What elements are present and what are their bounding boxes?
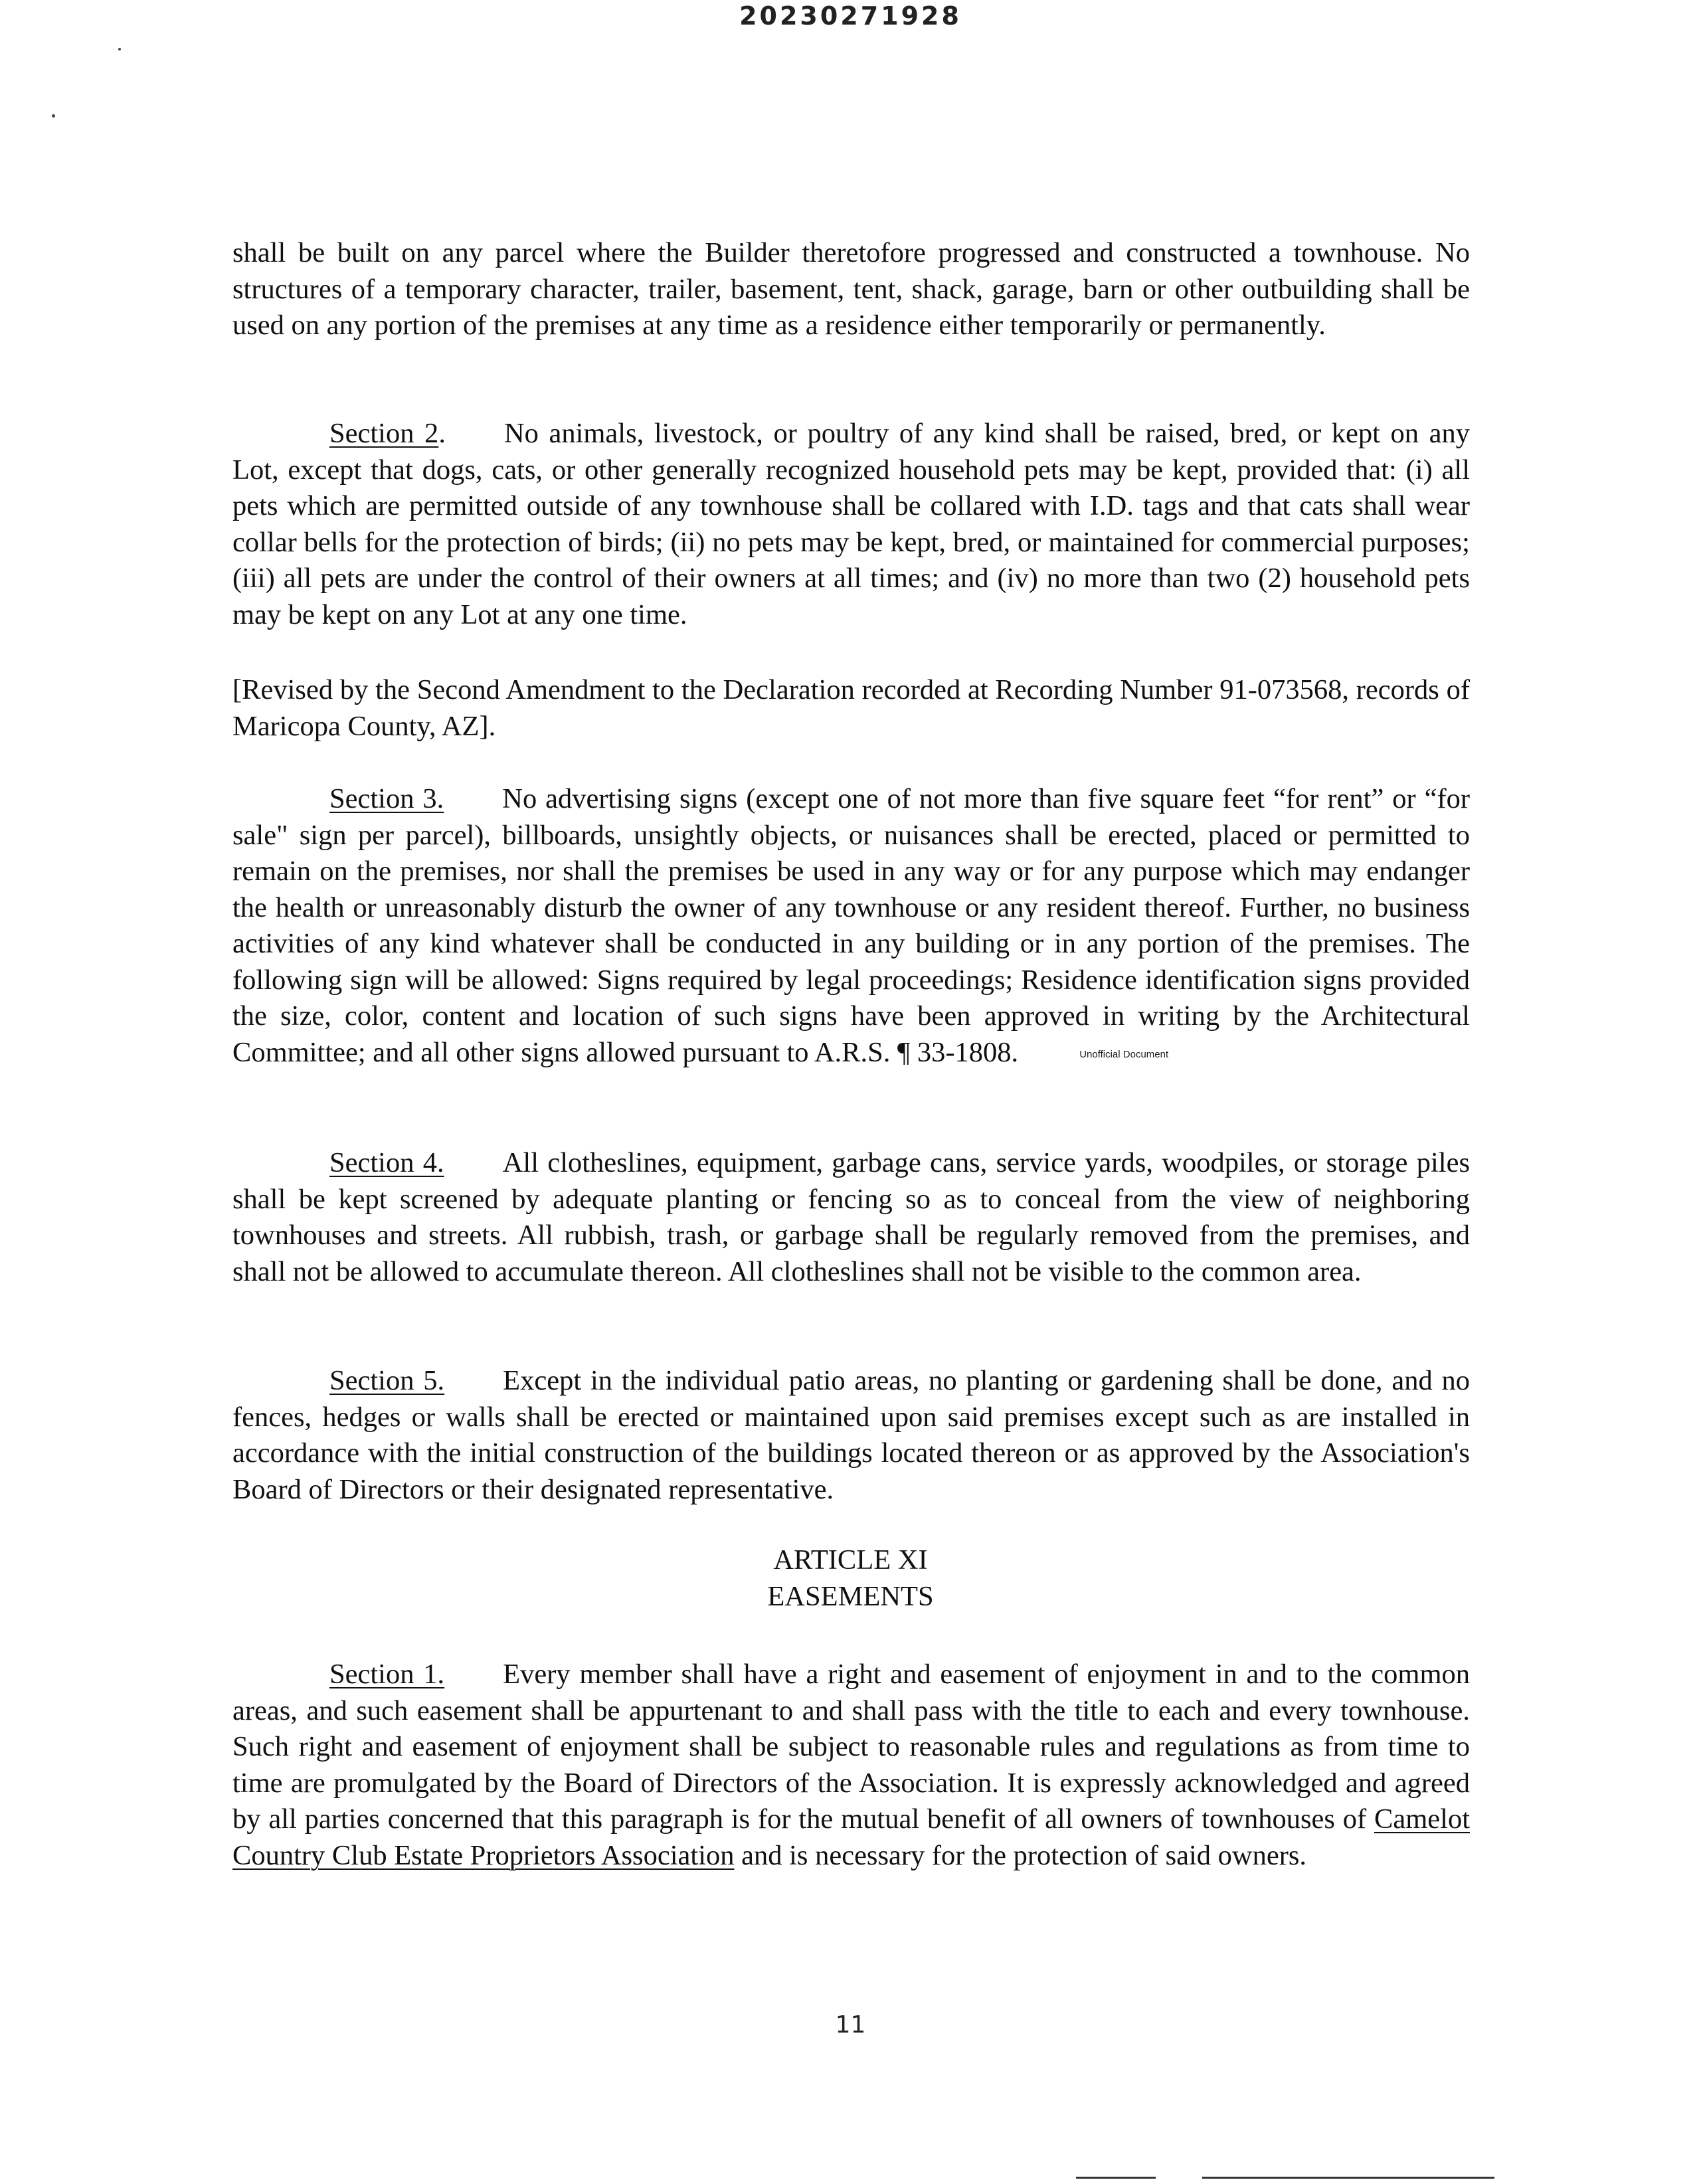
paragraph-continuation [232, 235, 1470, 344]
unofficial-document-watermark: Unofficial Document [1079, 1048, 1169, 1060]
section-2-paragraph [232, 416, 1470, 633]
section-1-text-a: Every member shall have a right and easement of enjoyment in and to the common areas, and such easement shall be appurtenant to and shall pass with the title to each and every townhouse. Such right and easement of enjoyment shall be subject to reasonable rules and regulations as from time to time are promulgated by the Board of Directors of the Association. It is expressly acknowledged and agreed by all parties concerned that this paragraph is for the mutual benefit of all owners of townhouses of [232, 1659, 1470, 1835]
page-number: 11 [835, 2011, 866, 2039]
revised-note [232, 672, 1470, 745]
scan-artifact-line [1076, 2177, 1156, 2179]
section-4-text: All clotheslines, equipment, garbage cans, service yards, woodpiles, or storage piles shall be kept screened by adequate planting or fencing so as to conceal from the view of neighboring townhouses and streets. All rubbish, trash, or garbage shall be regularly removed from the premises, and shall not be allowed to accumulate thereon. All clotheslines shall not be visible to the common area. [232, 1147, 1470, 1287]
article-title: EASEMENTS [767, 1580, 934, 1612]
scan-speck [52, 114, 55, 118]
article-number: ARTICLE XI [773, 1544, 928, 1576]
section-5-label: Section 5. [329, 1365, 445, 1396]
section-2-label: Section 2 [329, 418, 439, 449]
section-1-label: Section 1. [329, 1659, 445, 1690]
article-xi-section-1-paragraph [232, 1657, 1470, 1874]
section-5-paragraph [232, 1363, 1470, 1508]
article-heading [0, 1542, 1701, 1615]
recording-number: 20230271928 [739, 1, 962, 31]
scan-speck [118, 48, 121, 50]
section-2-text: No animals, livestock, or poultry of any kind shall be raised, bred, or kept on any Lot, except that dogs, cats, or other generally recognized household pets may be kept, provided that: (i) all pets which are permitted outside of any townhouse shall be collared with I.D. tags and that cats shall wear collar bells for the protection of birds; (ii) no pets may be kept, bred, or maintained for commercial purposes; (iii) all pets are under the control of their owners at all times; and (iv) no more than two (2) household pets may be kept on any Lot at any one time. [232, 418, 1470, 630]
section-3-label: Section 3. [329, 783, 444, 814]
association-name: Camelot Country Club Estate Proprietors Association [232, 1803, 1470, 1871]
section-3-text: No advertising signs (except one of not more than five square feet “for rent” or “for sale" sign per parcel), billboards, unsightly objects, or nuisances shall be erected, placed or permitted to remain on the premises, nor shall the premises be used in any way or for any purpose which may endanger the health or unreasonably disturb the owner of any townhouse or any resident thereof. Further, no business activities of any kind whatever shall be conducted in any building or in any portion of the premises. The following sign will be allowed: Signs required by legal proceedings; Residence identification signs provided the size, color, content and location of such signs have been approved in writing by the Architectural Committee; and all other signs allowed pursuant to A.R.S. ¶ 33-1808. [232, 783, 1470, 1068]
scan-artifact-line [1202, 2177, 1494, 2179]
section-1-text-b: and is necessary for the protection of said owners. [741, 1839, 1307, 1871]
paragraph-text: shall be built on any parcel where the Builder theretofore progressed and constructed a townhouse. No structures of a temporary character, trailer, basement, tent, shack, garage, barn or other outbuilding shall be used on any portion of the premises at any time as a residence either temporarily or permanently. [232, 237, 1470, 341]
section-2-label-punct: . [438, 418, 446, 449]
revised-note-text: [Revised by the Second Amendment to the Declaration recorded at Recording Number 91-073568, records of Maricopa County, AZ]. [232, 674, 1470, 742]
section-4-label: Section 4. [329, 1147, 444, 1178]
section-5-text: Except in the individual patio areas, no planting or gardening shall be done, and no fences, hedges or walls shall be erected or maintained upon said premises except such as are installed in accordance with the initial construction of the buildings located thereon or as approved by the Association's Board of Directors or their designated representative. [232, 1365, 1470, 1505]
section-4-paragraph [232, 1145, 1470, 1290]
section-3-paragraph [232, 781, 1470, 1073]
